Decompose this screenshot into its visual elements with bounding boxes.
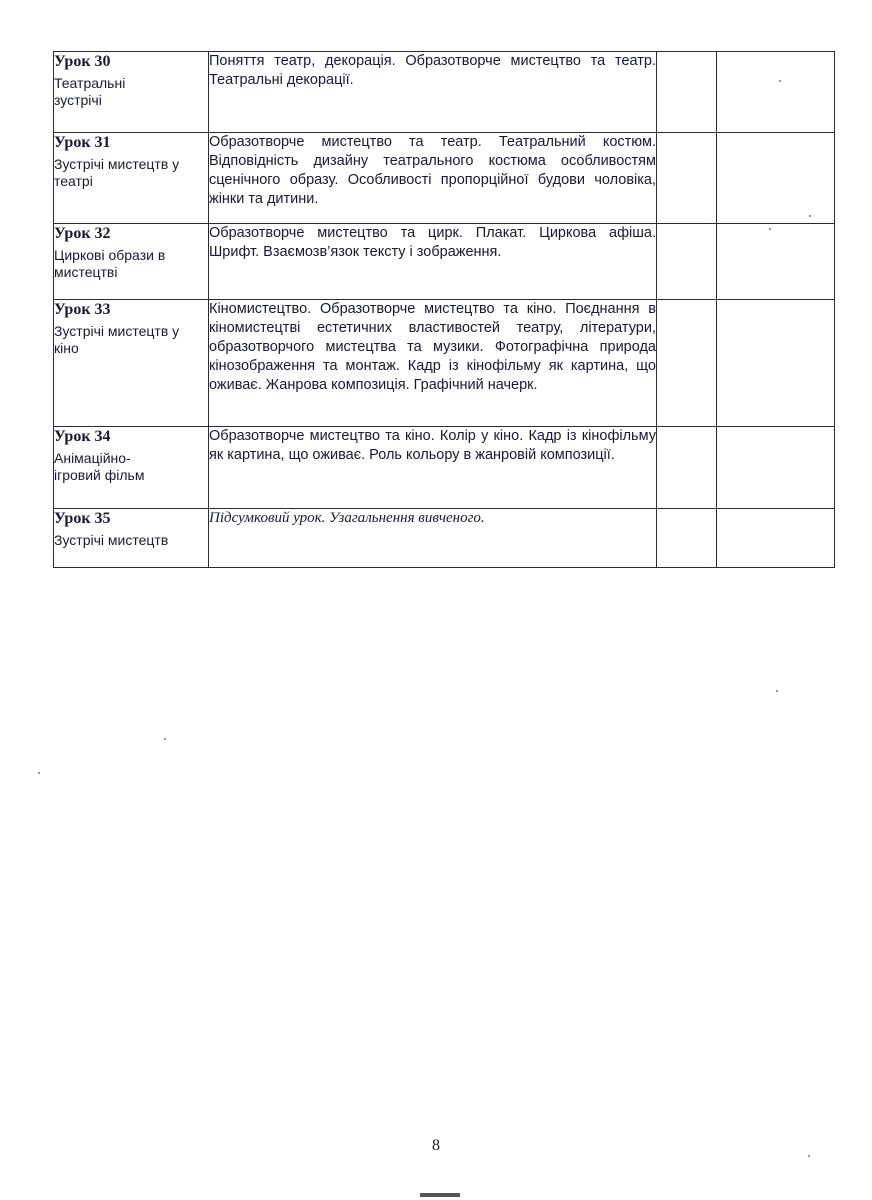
page-number: 8 <box>432 1137 440 1154</box>
scan-speck <box>809 215 811 217</box>
lesson-content-cell <box>209 133 657 224</box>
scan-speck <box>808 1155 810 1157</box>
table-row <box>54 427 835 509</box>
blank-cell <box>657 224 717 300</box>
scan-speck <box>779 80 781 82</box>
lesson-content-cell <box>209 224 657 300</box>
lesson-content: Образотворче мистецтво та театр. Театральний костюм. Відповідність дизайну театрального костюма особливостям сценічного образу. Особливості пропорційної будови чоловіка, жінки та дитини. <box>209 134 656 207</box>
lesson-content: Кіномистецтво. Образотворче мистецтво та кіно. Поєднання в кіномистецтві естетичних властивостей театру, літератури, образотворчого мистецтва та музики. Фотографічна природа кінозображення та монтаж. Кадр із кінофільму як картина, що оживає. Жанрова композиція. Графічний начерк. <box>209 301 656 393</box>
lesson-topic: Театральні зустрічі <box>54 75 126 108</box>
table-row <box>54 509 835 568</box>
lesson-topic: Зустрічі мистецтв у кіно <box>54 323 180 356</box>
blank-cell <box>717 52 835 133</box>
lesson-topic: Циркові образи в мистецтві <box>54 247 166 280</box>
blank-cell <box>657 509 717 568</box>
lesson-number: Урок 32 <box>54 225 111 242</box>
scan-speck <box>164 738 166 740</box>
blank-cell <box>717 300 835 427</box>
lesson-content: Поняття театр, декорація. Образотворче мистецтво та театр. Театральні декорації. <box>209 53 656 88</box>
scan-speck <box>38 772 40 774</box>
blank-cell <box>717 509 835 568</box>
scan-speck <box>776 690 778 692</box>
blank-cell <box>657 133 717 224</box>
table-row <box>54 224 835 300</box>
scan-edge-mark <box>420 1193 460 1197</box>
lesson-content: Образотворче мистецтво та кіно. Колір у кіно. Кадр із кінофільму як картина, що оживає. Роль кольору в жанровій композиції. <box>209 428 656 463</box>
lesson-cell <box>54 224 209 300</box>
lesson-content: Підсумковий урок. Узагальнення вивченого. <box>209 510 485 526</box>
lesson-cell <box>54 509 209 568</box>
table-row <box>54 300 835 427</box>
lesson-topic: Зустрічі мистецтв у театрі <box>54 156 180 189</box>
lesson-content-cell <box>209 300 657 427</box>
blank-cell <box>717 224 835 300</box>
lesson-topic: Анімаційно-ігровий фільм <box>54 450 145 483</box>
lesson-number: Урок 35 <box>54 510 111 527</box>
lesson-content-cell <box>209 52 657 133</box>
lesson-plan-table <box>53 51 835 568</box>
blank-cell <box>717 427 835 509</box>
lesson-content-cell <box>209 427 657 509</box>
lesson-cell <box>54 300 209 427</box>
lesson-cell <box>54 427 209 509</box>
lesson-topic: Зустрічі мистецтв <box>54 532 169 548</box>
blank-cell <box>657 52 717 133</box>
blank-cell <box>657 427 717 509</box>
table-row <box>54 52 835 133</box>
lesson-content-cell <box>209 509 657 568</box>
lesson-number: Урок 33 <box>54 301 111 318</box>
lesson-number: Урок 30 <box>54 53 111 70</box>
lesson-cell <box>54 52 209 133</box>
blank-cell <box>717 133 835 224</box>
lesson-number: Урок 34 <box>54 428 111 445</box>
scan-speck <box>769 228 771 230</box>
lesson-content: Образотворче мистецтво та цирк. Плакат. Циркова афіша. Шрифт. Взаємозв’язок тексту і зображення. <box>209 225 656 260</box>
blank-cell <box>657 300 717 427</box>
lesson-cell <box>54 133 209 224</box>
table-row <box>54 133 835 224</box>
lesson-number: Урок 31 <box>54 134 111 151</box>
